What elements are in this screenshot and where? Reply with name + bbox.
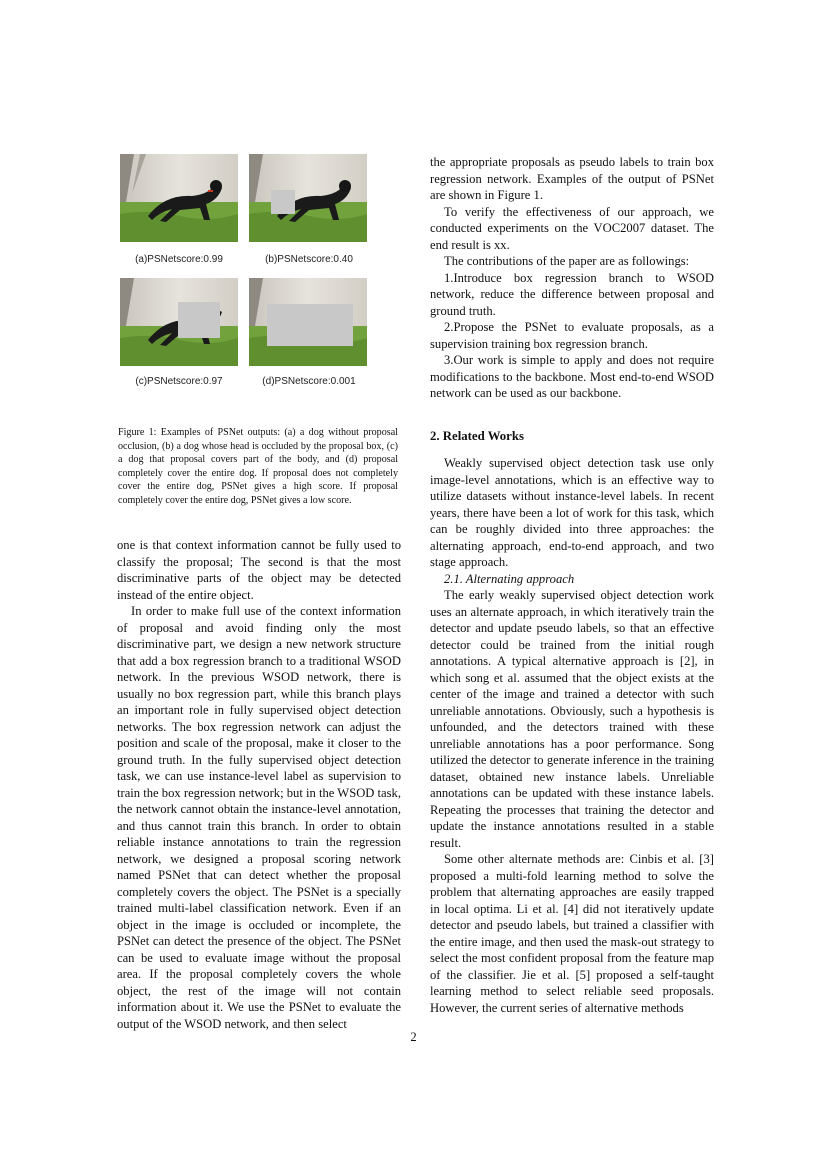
- dog-photo-a: [120, 154, 238, 242]
- panel-b-label: (b)PSNetscore:0.40: [265, 254, 353, 265]
- dog-photo-b: [249, 154, 367, 242]
- figure-panel-b: [249, 154, 367, 242]
- dog-photo-c: [120, 278, 238, 366]
- paragraph: 1.Introduce box regression branch to WSOD network, reduce the difference between proposal and ground truth.: [430, 270, 714, 318]
- proposal-box: [271, 190, 295, 214]
- paragraph: In order to make full use of the context information of proposal and avoid finding only the most discriminative part, we design a new network structure that add a box regression branch to a traditional WSOD network. In the previous WSOD network, there is usually no box regression part, while this branch plays an important role in fully supervised object detection networks. The box regression network can adjust the position and scale of the proposal, make it closer to the ground truth. In the fully supervised object detection task, we can use instance-level label as supervision to train the box regression network; but in the WSOD task, the network cannot obtain the instance-level annotation, and thus cannot train this branch. In order to obtain reliable instance annotations to train the regression network, we designed a proposal scoring network named PSNet that can detect whether the proposal completely covers the object. The PSNet is a specially trained multi-label classification network. Even if an object in the image is occluded or incomplete, the PSNet can detect the presence of the object. The PSNet can be used to evaluate image without the proposal area. If the proposal completely covers the whole object, the rest of the image will not contain information about it. We use the PSNet to evaluate the output of the WSOD network, and then select: [117, 604, 401, 1031]
- paragraph: one is that context information cannot be fully used to classify the proposal; The second is that the most discriminative parts of the object may be detected instead of the entire object.: [117, 538, 401, 602]
- panel-a-label: (a)PSNetscore:0.99: [135, 254, 223, 265]
- figure-panel-a: [120, 154, 238, 242]
- subsection-title: 2.1. Alternating approach: [444, 571, 575, 586]
- paragraph: Some other alternate methods are: Cinbis et al. [3] proposed a multi-fold learning method to solve the problem that alternating approaches are easily trapped in local optima. Li et al. [4] did not iteratively update detector and pseudo labels, but trained a classifier with the entire image, and then used the mask-out strategy to select the most confident proposal from the feature map of the classifier. Jie et al. [5] proposed a self-taught learning method to select reliable seed proposals. However, the current series of alternative methods: [430, 852, 714, 1015]
- paragraph: 3.Our work is simple to apply and does not require modifications to the backbone. Most end-to-end WSOD network can be used as our backbone.: [430, 353, 714, 400]
- proposal-box: [267, 304, 353, 346]
- figure-caption: Figure 1: Examples of PSNet outputs: (a) a dog without proposal occlusion, (b) a dog whose head is occluded by the proposal box, (c) a dog that proposal covers part of the body, and (d) proposal completely cover the entire dog. If proposal does not completely cover the entire dog, PSNet gives a high score. If proposal completely cover the entire dog, PSNet gives a low score.: [118, 427, 398, 506]
- dog-photo-d: [249, 278, 367, 366]
- section-title: 2. Related Works: [430, 429, 524, 443]
- paragraph: To verify the effectiveness of our approach, we conducted experiments on the VOC2007 dataset. The end result is xx.: [430, 204, 714, 252]
- paragraph: The early weakly supervised object detection work uses an alternate approach, in which iteratively train the detector and update pseudo labels, so that an effective detector could be trained from the initial rough annotations. A typical alternative approach is [2], in which song et al. assumed that the object exists at the center of the image and trained a detector with such unreliable annotations. Obviously, such a hypothesis is unfounded, and the detectors trained with these unreliable annotations has a poor performance. Song utilized the detector to generate inference in the training dataset, obtained new instance labels. Unreliable annotations can be updated with these instance labels. Repeating the processes that training the detector and update the instance annotations resulted in a stable result.: [430, 588, 714, 850]
- right-column-top: [430, 154, 714, 402]
- paragraph: the appropriate proposals as pseudo labels to train box regression network. Examples of the output of PSNet are shown in Figure 1.: [430, 155, 714, 202]
- panel-c-label: (c)PSNetscore:0.97: [135, 376, 223, 387]
- figure-panel-d: [249, 278, 367, 366]
- proposal-box: [178, 302, 220, 338]
- panel-d-label: (d)PSNetscore:0.001: [262, 376, 356, 387]
- figure-panel-c: [120, 278, 238, 366]
- page-number: 2: [410, 1030, 417, 1044]
- paragraph: The contributions of the paper are as followings:: [444, 254, 690, 268]
- right-column-bottom: [430, 455, 714, 1016]
- paragraph: Weakly supervised object detection task use only image-level annotations, which is an effective way to utilize datasets without instance-level labels. In recent years, there have been a lot of work for this task, which can be roughly divided into three approaches: the alternating approach, end-to-end approach, and two stage approach.: [430, 456, 714, 569]
- paragraph: 2.Propose the PSNet to evaluate proposals, as a supervision training box regression branch.: [430, 320, 714, 351]
- left-column: [117, 537, 401, 1032]
